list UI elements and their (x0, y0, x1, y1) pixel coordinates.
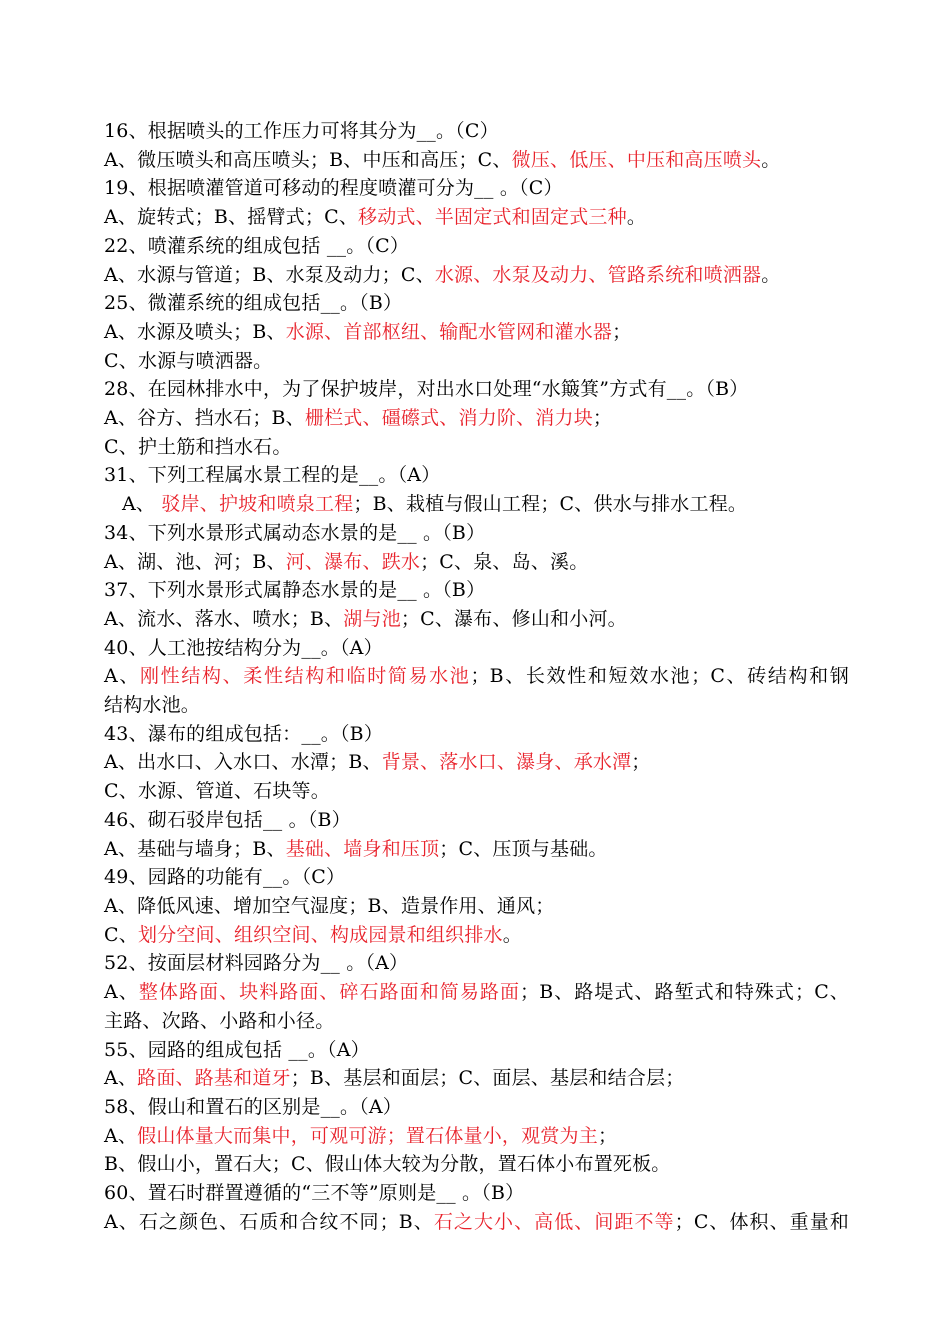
text-line (104, 318, 849, 347)
text-span: 28、在园林排水中，为了保护坡岸，对出水口处理“水簸箕”方式有__。（B） (104, 378, 749, 401)
text-span: A、基础与墙身；B、 (104, 837, 286, 860)
text-line (104, 203, 849, 232)
text-span: ；B、长效性和短效水池；C、砖结构和钢 (470, 665, 849, 688)
text-line (104, 261, 849, 290)
text-span: ；C、泉、岛、溪。 (420, 550, 589, 573)
answer-highlight: 水源、水泵及动力、管路系统和喷洒器 (434, 263, 762, 286)
text-span: 58、假山和置石的区别是__。（A） (104, 1095, 402, 1118)
text-line (104, 1208, 849, 1237)
text-span: 。 (626, 206, 647, 229)
text-span: C、水源、管道、石块等。 (104, 780, 330, 803)
text-line (104, 1179, 849, 1208)
text-span: B、假山小，置石大；C、假山体大较为分散，置石体小布置死板。 (104, 1153, 671, 1176)
text-line (104, 662, 849, 691)
text-line (104, 1093, 849, 1122)
text-span: A、谷方、挡水石；B、 (104, 407, 305, 430)
text-span: A、 (122, 493, 162, 516)
answer-highlight: 路面、路基和道牙 (137, 1067, 291, 1090)
text-line (104, 576, 849, 605)
text-span: 34、下列水景形式属动态水景的是__ 。（B） (104, 521, 486, 544)
text-line (104, 1150, 849, 1179)
text-span: ； (612, 320, 632, 343)
text-span: 结构水池。 (104, 694, 201, 717)
answer-highlight: 栅栏式、礓礤式、消力阶、消力块 (304, 407, 593, 430)
answer-highlight: 刚性结构、柔性结构和临时简易水池 (140, 665, 471, 688)
text-line (104, 720, 849, 749)
text-span: A、流水、落水、喷水；B、 (104, 607, 344, 630)
text-line (104, 232, 849, 261)
text-span: A、出水口、入水口、水潭；B、 (104, 751, 382, 774)
text-span: C、护土筋和挡水石。 (104, 435, 292, 458)
text-line (104, 146, 849, 175)
text-span: A、 (104, 981, 139, 1004)
text-span: A、 (104, 1067, 138, 1090)
text-span: 49、园路的功能有__。（C） (104, 866, 346, 889)
text-span: 。 (502, 923, 522, 946)
text-span: C、 (104, 923, 138, 946)
text-span: 46、砌石驳岸包括__ 。（B） (104, 808, 351, 831)
text-span: ；C、体积、重量和 (674, 1210, 849, 1233)
text-line (104, 748, 849, 777)
text-line (104, 1122, 849, 1151)
text-span: 主路、次路、小路和小径。 (104, 1009, 335, 1032)
text-span: 。 (761, 263, 781, 286)
text-line (104, 1007, 849, 1036)
text-line (104, 461, 849, 490)
text-span: 60、置石时群置遵循的“三不等”原则是__ 。（B） (104, 1182, 525, 1205)
text-line (104, 835, 849, 864)
text-span: A、水源与管道；B、水泵及动力；C、 (104, 263, 435, 286)
text-span: A、降低风速、增加空气湿度；B、造景作用、通风； (104, 894, 555, 917)
text-line (104, 347, 849, 376)
answer-highlight: 整体路面、块料路面、碎石路面和简易路面 (138, 981, 521, 1004)
text-span: A、 (104, 1124, 138, 1147)
text-span: 40、人工池按结构分为__。（A） (104, 636, 383, 659)
text-line (104, 1036, 849, 1065)
text-line (104, 519, 849, 548)
text-line (104, 806, 849, 835)
text-span: 19、根据喷灌管道可移动的程度喷灌可分为__ 。（C） (104, 177, 563, 200)
text-span: ；C、压顶与基础。 (439, 837, 608, 860)
text-span: 31、下列工程属水景工程的是__。（A） (104, 464, 441, 487)
text-line (104, 892, 849, 921)
text-line (104, 289, 849, 318)
answer-highlight: 划分空间、组织空间、构成园景和组织排水 (137, 923, 503, 946)
answer-highlight: 石之大小、高低、间距不等 (433, 1210, 675, 1233)
text-line (104, 1064, 849, 1093)
text-span: ； (592, 407, 613, 430)
text-line (104, 634, 849, 663)
text-span: 55、园路的组成包括 __。（A） (104, 1038, 370, 1061)
text-line (104, 949, 849, 978)
text-line (104, 375, 849, 404)
text-span: 。 (761, 148, 781, 171)
text-span: ；B、基层和面层；C、面层、基层和结合层； (290, 1067, 685, 1090)
text-span: ； (631, 751, 651, 774)
text-line (104, 978, 849, 1007)
text-span: A、湖、池、河；B、 (104, 550, 286, 573)
text-span: 16、根据喷头的工作压力可将其分为__。（C） (104, 120, 499, 142)
text-span: 52、按面层材料园路分为__ 。（A） (104, 952, 409, 975)
text-line (104, 490, 849, 519)
text-span: A、旋转式；B、摇臂式；C、 (104, 206, 359, 229)
answer-highlight: 驳岸、护坡和喷泉工程 (161, 493, 354, 516)
text-span: ；B、路堤式、路堑式和特殊式；C、 (520, 981, 849, 1004)
text-span: ；B、栽植与假山工程；C、供水与排水工程。 (353, 493, 748, 516)
answer-highlight: 河、瀑布、跌水 (285, 550, 421, 573)
text-line (104, 605, 849, 634)
text-span: A、微压喷头和高压喷头；B、中压和高压；C、 (104, 148, 512, 171)
text-line (104, 404, 849, 433)
answer-highlight: 微压、低压、中压和高压喷头 (511, 148, 762, 171)
text-line (104, 117, 849, 146)
text-span: A、水源及喷头；B、 (104, 320, 286, 343)
answer-highlight: 水源、首部枢纽、输配水管网和灌水器 (285, 320, 613, 343)
answer-highlight: 假山体量大而集中，可观可游；置石体量小，观赏为主 (137, 1124, 598, 1147)
text-line (104, 863, 849, 892)
answer-highlight: 移动式、半固定式和固定式三种 (358, 206, 627, 229)
text-line (104, 548, 849, 577)
answer-highlight: 背景、落水口、瀑身、承水潭 (381, 751, 632, 774)
text-span: A、 (104, 665, 141, 688)
text-span: C、水源与喷洒器。 (104, 349, 273, 372)
text-span: 25、微灌系统的组成包括__。（B） (104, 292, 403, 315)
text-span: 22、喷灌系统的组成包括 __。（C） (104, 234, 410, 257)
text-line (104, 174, 849, 203)
text-span: 43、瀑布的组成包括：__。（B） (104, 722, 384, 745)
document-page (104, 117, 849, 1236)
text-line (104, 433, 849, 462)
text-span: A、石之颜色、石质和合纹不同；B、 (104, 1210, 434, 1233)
answer-highlight: 基础、墙身和压顶 (285, 837, 440, 860)
text-line (104, 921, 849, 950)
text-span: ；C、瀑布、修山和小河。 (400, 607, 627, 630)
text-span: ； (597, 1124, 618, 1147)
answer-highlight: 湖与池 (343, 607, 401, 630)
text-line (104, 777, 849, 806)
text-span: 37、下列水景形式属静态水景的是__ 。（B） (104, 579, 486, 602)
text-line (104, 691, 849, 720)
